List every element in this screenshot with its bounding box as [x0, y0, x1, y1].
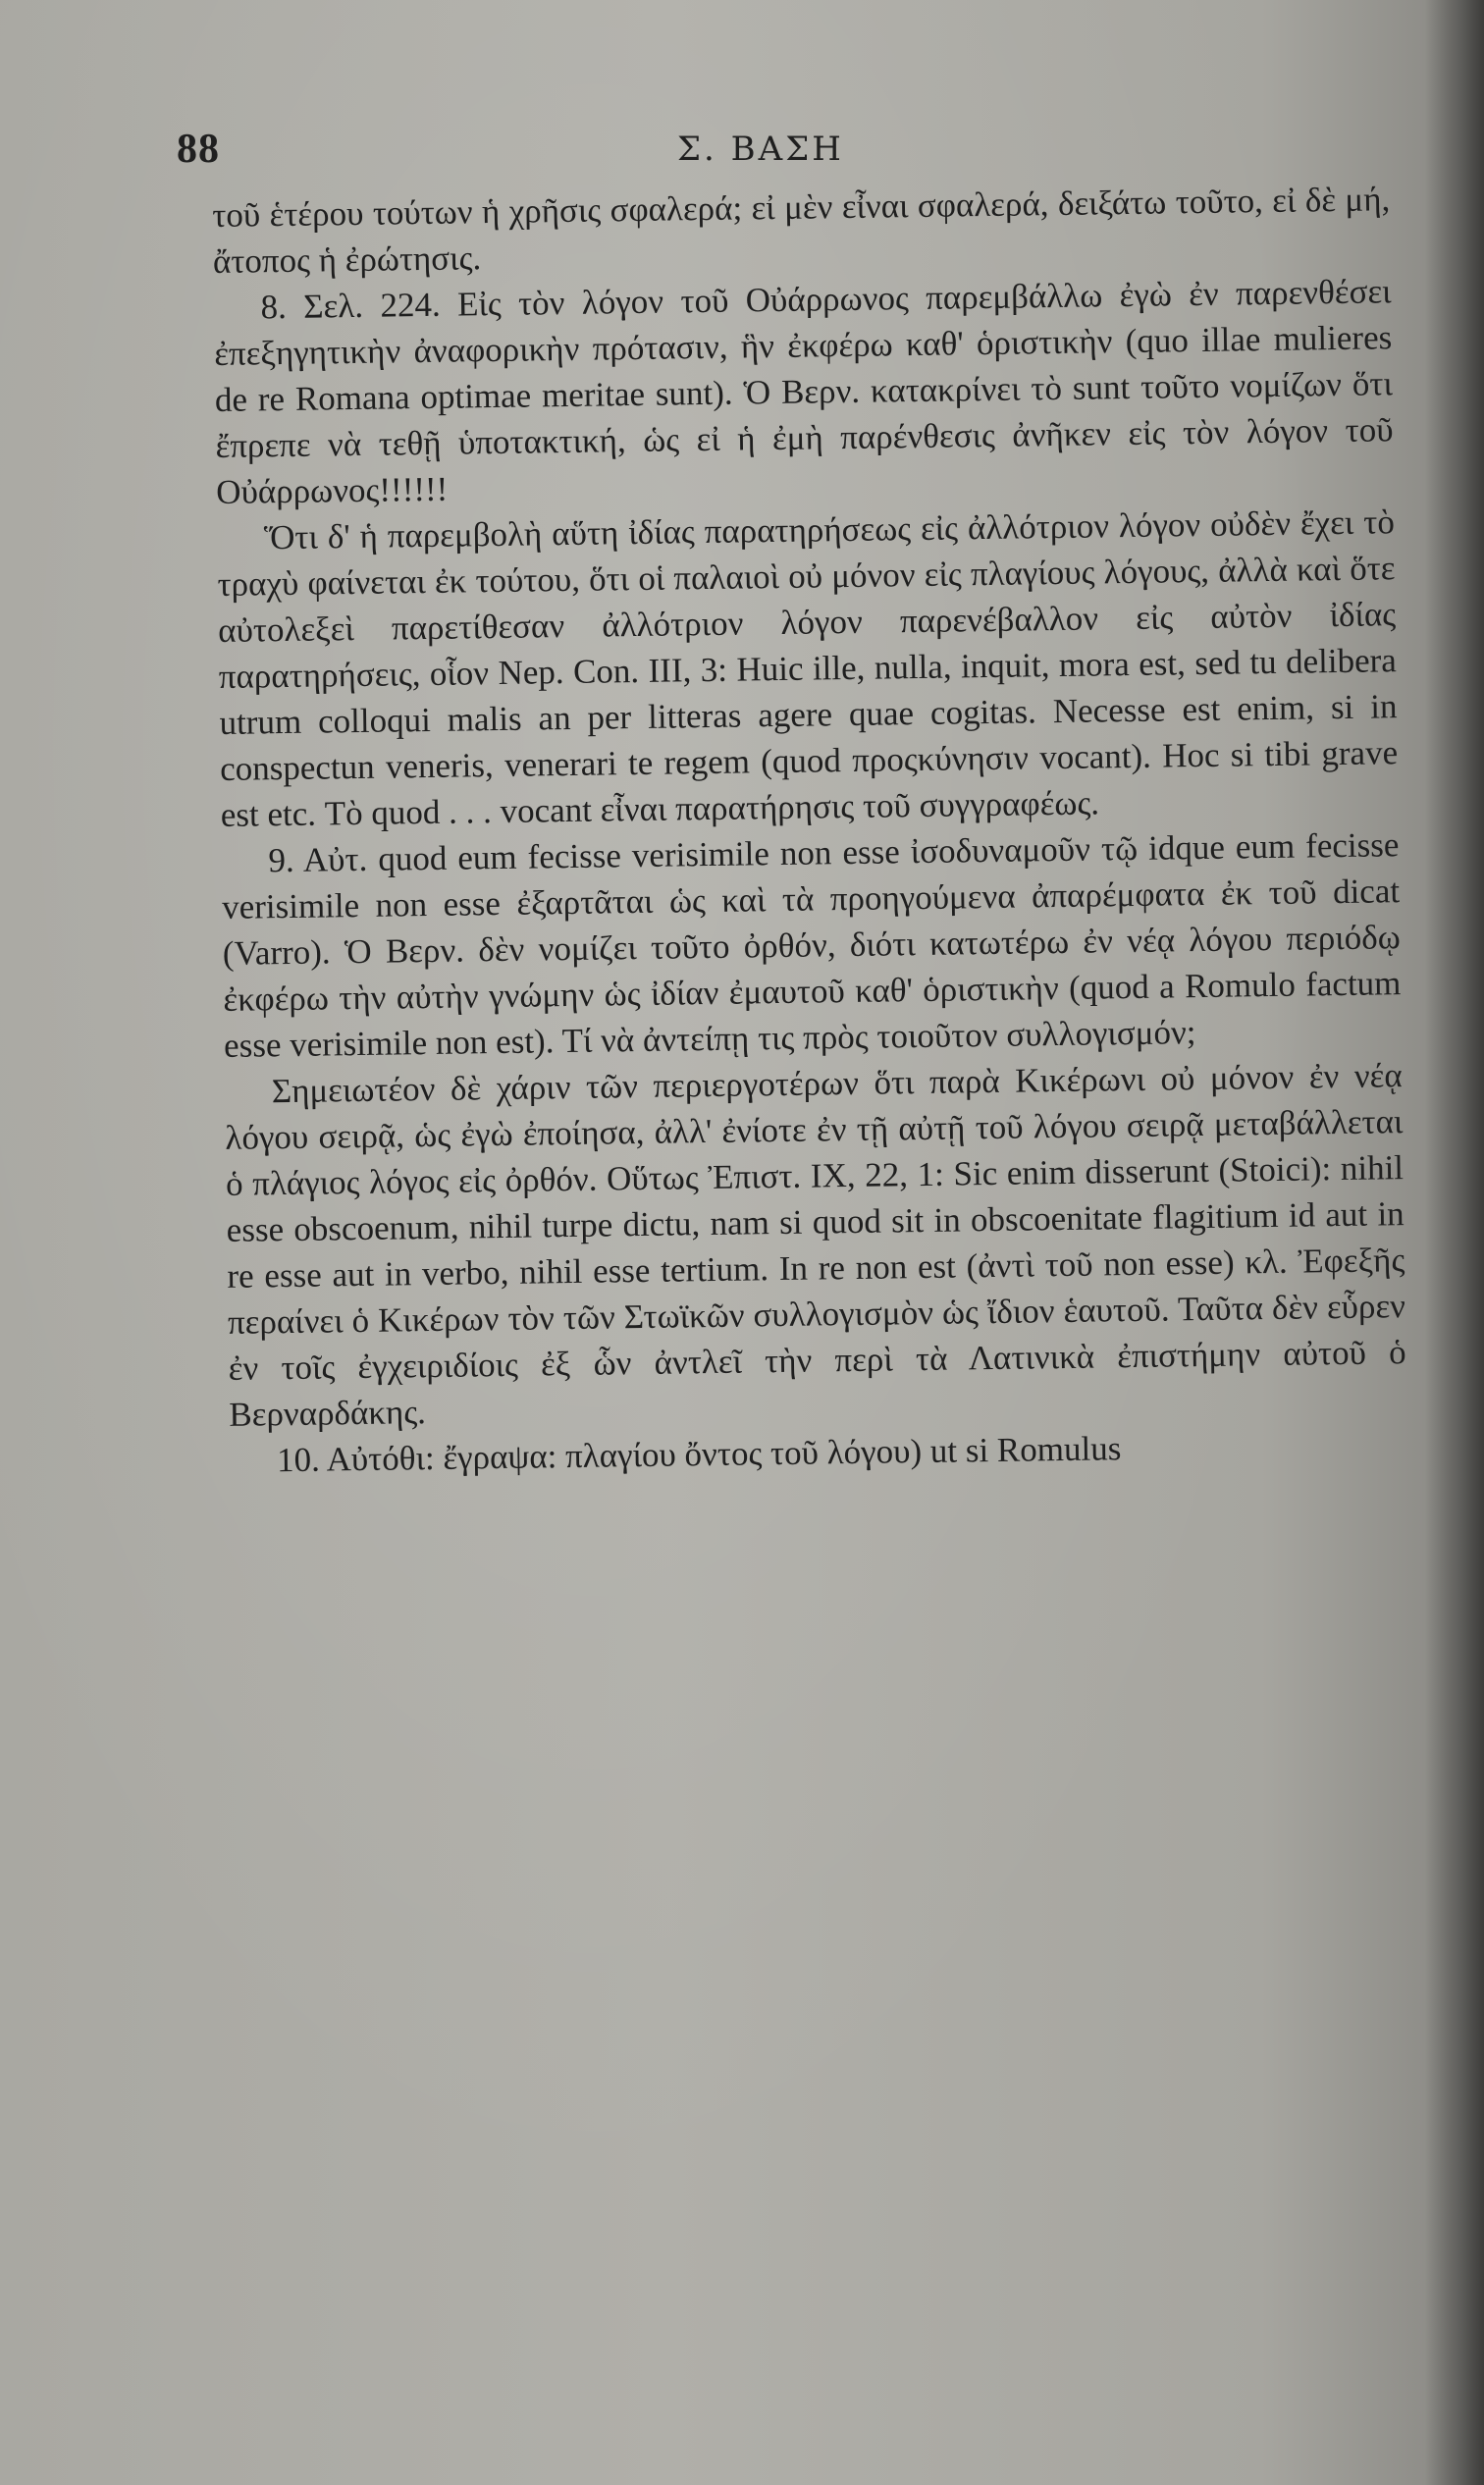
page-number: 88 [177, 127, 220, 172]
paragraph: 10. Αὐτόθι: ἔγραψα: πλαγίου ὄντος τοῦ λόγου) ut si Romulus [276, 1429, 1122, 1480]
page-header [177, 126, 1394, 185]
paragraph: Ὅτι δ' ἡ παρεμβολὴ αὕτη ἰδίας παρατηρήσεως εἰς ἀλλότριον λόγον οὐδὲν ἔχει τὸ τραχὺ φαίνεται ἐκ τούτου, ὅτι οἱ παλαιοὶ οὐ μόνον εἰς πλαγίους λόγους, ἀλλὰ καὶ ὅτε αὐτολεξεὶ παρετίθεσαν ἀλλότριον λόγον παρενέβαλλον εἰς αὐτὸν ἰδίας παρατηρήσεις, οἷον Nep. Con. III, 3: Huic ille, nulla, inquit, mora est, sed tu delibera utrum colloqui malis an per litteras agere quae cogitas. Necesse est enim, si in conspectun veneris, venerari te regem (quod προςκύνησιν vocant). Hoc si tibi grave est etc. Τὸ quod . . . vocant εἶναι παρατήρησις τοῦ συγγραφέως. [217, 502, 1399, 834]
paragraph: τοῦ ἑτέρου τούτων ἡ χρῆσις σφαλερά; εἰ μὲν εἶναι σφαλερά, δειξάτω τοῦτο, εἰ δὲ μή, ἄτοπος ἡ ἐρώτησις. [212, 180, 1391, 281]
paragraph: 8. Σελ. 224. Εἰς τὸν λόγον τοῦ Οὐάρρωνος παρεμβάλλω ἐγὼ ἐν παρενθέσει ἐπεξηγητικὴν ἀναφορικὴν πρότασιν, ἣν ἐκφέρω καθ' ὁριστικὴν (quo illae mulieres de re Romana optimae meritae sunt). Ὁ Βερν. κατακρίνει τὸ sunt τοῦτο νομίζων ὅτι ἔπρεπε νὰ τεθῇ ὑποτακτική, ὡς εἰ ἡ ἐμὴ παρένθεσις ἀνῆκεν εἰς τὸν λόγον τοῦ Οὐάρρωνος!!!!!! [214, 272, 1394, 511]
paragraph: 9. Αὐτ. quod eum fecisse verisimile non esse ἰσοδυναμοῦν τῷ idque eum fecisse verisimile non esse ἐξαρτᾶται ὡς καὶ τὰ προηγούμενα ἀπαρέμφατα ἐκ τοῦ dicat (Varro). Ὁ Βερν. δὲν νομίζει τοῦτο ὀρθόν, διότι κατωτέρω ἐν νέᾳ λόγου περιόδῳ ἐκφέρω τὴν αὐτὴν γνώμην ὡς ἰδίαν ἐμαυτοῦ καθ' ὁριστικὴν (quod a Romulo factum esse verisimile non est). Τί νὰ ἀντείπῃ τις πρὸς τοιοῦτον συλλογισμόν; [221, 825, 1402, 1065]
body-text [212, 176, 1407, 1484]
paragraph: Σημειωτέον δὲ χάριν τῶν περιεργοτέρων ὅτι παρὰ Κικέρωνι οὐ μόνον ἐν νέᾳ λόγου σειρᾷ, ὡς ἐγὼ ἐποίησα, ἀλλ' ἐνίοτε ἐν τῇ αὐτῇ τοῦ λόγου σειρᾷ μεταβάλλεται ὁ πλάγιος λόγος εἰς ὀρθόν. Οὕτως Ἐπιστ. IX, 22, 1: Sic enim disserunt (Stoici): nihil esse obscoenum, nihil turpe dictu, nam si quod sit in obscoenitate flagitium id aut in re esse aut in verbo, nihil esse tertium. In re non est (ἀντὶ τοῦ non esse) κλ. Ἐφεξῆς περαίνει ὁ Κικέρων τὸν τῶν Στωϊκῶν συλλογισμὸν ὡς ἴδιον ἑαυτοῦ. Ταῦτα δὲν εὗρεν ἐν τοῖς ἐγχειριδίοις ἐξ ὧν ἀντλεῖ τὴν περὶ τὰ Λατινικὰ ἐπιστήμην αὐτοῦ ὁ Βερναρδάκης. [225, 1056, 1406, 1434]
book-gutter-shadow [1425, 0, 1484, 2485]
running-head: Σ. ΒΑΣΗ [677, 130, 844, 169]
